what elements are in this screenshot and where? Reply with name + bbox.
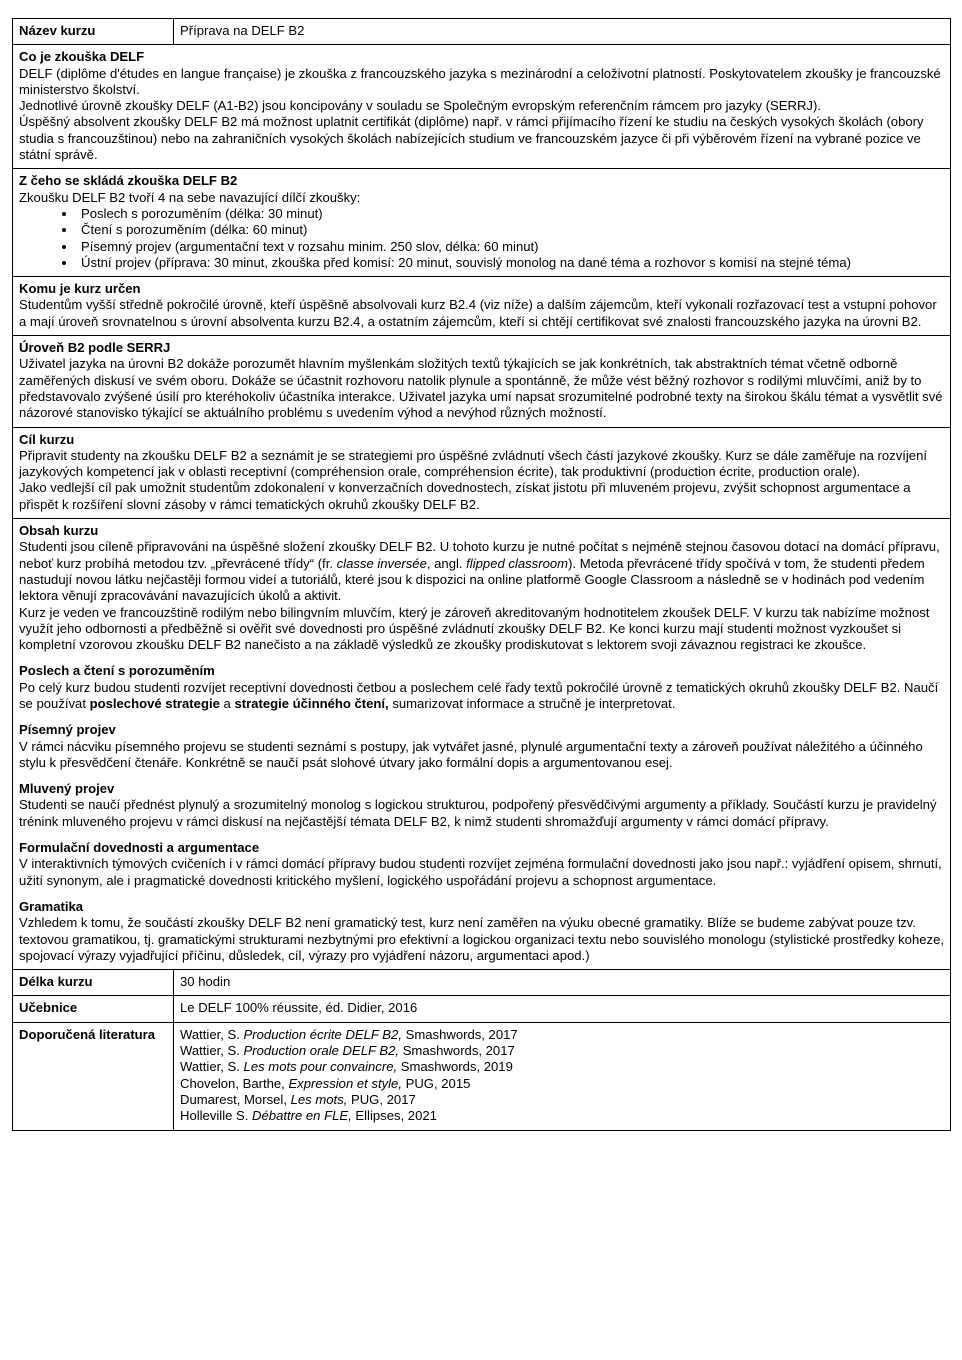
content-p1-text: , angl. [426,555,467,571]
grammar-title: Gramatika [19,898,84,914]
list-item [180,1027,944,1043]
textbook-row [13,996,951,1022]
content-p1-text: Studenti jsou cíleně připravováni na úspěšné složení zkoušky DELF B2. U tohoto kurzu je nutné počítat s nejméně stejnou časovou dotací na domácí přípravu, neboť kurz probíhá metodou tzv. „převrácené třídy“ (fr. [19,539,940,571]
lit-title: Production orale DELF B2, [243,1043,400,1059]
writing-title: Písemný projev [19,722,116,738]
literature-row [13,1022,951,1130]
delf-about-row [13,45,951,169]
list-item: • Čtení s porozuměním (délka: 60 minut) [77,222,944,238]
writing-text: V rámci nácviku písemného projevu se studenti seznámí s postupy, jak vytvářet jasné, plynulé argumentační texty a zároveň používat náležitého a účinného stylu k přesvědčení čtenáře. Konkrétně se naučí psát slohové útvary jako formální dopis a argumentovanou esej. [19,738,923,770]
lit-author: Holleville S. [180,1108,253,1124]
goal-p1: Připravit studenty na zkoušku DELF B2 a seznámit je se strategiemi pro úspěšné zvládnutí všech částí jazykové zkoušky. Kurz se dále zaměřuje na rozvíjení jazykových kompetencí jak v oblasti receptivní (compréhension orale, compréhension écrite), tak produktivní (production écrite, production orale). [19,447,928,480]
duration-value: 30 hodin [174,970,951,996]
delf-about-title: Co je zkouška DELF [19,49,145,65]
goal-title: Cíl kurzu [19,431,75,447]
listening-strategy-bold: poslechové strategie [89,695,220,711]
course-table [12,18,951,1131]
listening-title: Poslech a čtení s porozuměním [19,663,215,679]
listening-text [19,680,944,713]
content-p1-term-en: flipped classroom [466,555,569,571]
reading-strategy-bold: strategie účinného čtení, [234,695,389,711]
lit-title: Production écrite DELF B2, [243,1026,402,1042]
literature-list [174,1022,951,1130]
list-item [180,1108,944,1124]
lit-publisher: Smashwords, 2017 [399,1043,515,1059]
list-item [180,1076,944,1092]
target-group-title: Komu je kurz určen [19,281,141,297]
lit-publisher: Ellipses, 2021 [351,1108,437,1124]
lit-author: Dumarest, Morsel, [180,1091,291,1107]
list-item [180,1092,944,1108]
delf-about-p1: DELF (diplôme d'études en langue française) je zkouška z francouzského jazyka s mezinárodní a celoživotní platností. Poskytovatelem zkoušky je francouzské ministerstvo školství. [19,65,941,97]
literature-label: Doporučená literatura [13,1022,174,1130]
speaking-text: Studenti se naučí přednést plynulý a srozumitelný monolog s logickou strukturou, podpořený přesvědčivými argumenty a příklady. Součástí kurzu je pravidelný trénink mluveného projevu v rámci diskusí na nejčastější témata DELF B2, k nimž studenti shromažďují argumenty v rámci domácí přípravy. [19,797,937,829]
lit-publisher: Smashwords, 2017 [401,1026,518,1042]
course-name-label: Název kurzu [13,19,174,45]
exam-parts-title: Z čeho se skládá zkouška DELF B2 [19,173,238,189]
textbook-value: Le DELF 100% réussite, éd. Didier, 2016 [174,996,951,1022]
textbook-label: Učebnice [13,996,174,1022]
content-row [13,519,951,970]
duration-row [13,970,951,996]
lit-author: Chovelon, Barthe, [180,1075,289,1091]
lit-publisher: PUG, 2017 [347,1091,416,1107]
delf-about-p3: Úspěšný absolvent zkoušky DELF B2 má možnost uplatnit certifikát (diplôme) např. v rámci přijímacího řízení ke studiu na českých vysokých školách (obory studia s francouzštinou) nebo na zahraničních vysokých školách nabízejících studium ve francouzském jazyce či při výběrovém řízení na vybrané pozice ve státní správě. [19,114,924,163]
formulation-title: Formulační dovednosti a argumentace [19,840,260,856]
level-title: Úroveň B2 podle SERRJ [19,340,171,356]
content-p2: Kurz je veden ve francouzštině rodilým nebo bilingvním mluvčím, který je zároveň akreditovaným hodnotitelem zkoušek DELF. V kurzu tak nabízíme možnost využít jeho odbornosti a předběžně si ověřit své dovednosti pro úspěšné zvládnutí zkoušky DELF B2. Ke konci kurzu mají studenti možnost vyzkoušet si kompletní vzorovou zkoušku DELF B2 nanečisto a na základě výsledků ze zkoušky prodiskutovat s lektorem svoji závaznou registraci ke zkoušce. [19,604,930,653]
target-group-text: Studentům vyšší středně pokročilé úrovně, kteří úspěšně absolvovali kurz B2.4 (viz níže) a dalším zájemcům, kteří vykonali rozřazovací test a vstupní pohovor a mají úroveň srovnatelnou s úrovní absolventa kurzu B2.4, a ostatním zájemcům, kteří si chtějí certifikovat své znalosti francouzského jazyka na úrovni B2. [19,297,937,329]
content-p1 [19,539,944,604]
course-name-value: Příprava na DELF B2 [174,19,951,45]
lit-title: Les mots pour convaincre, [243,1059,398,1075]
list-item [180,1059,944,1075]
list-item: • Písemný projev (argumentační text v rozsahu minim. 250 slov, délka: 60 minut) [77,239,944,255]
content-cell [13,519,951,970]
target-group-cell [13,277,951,336]
lit-author: Wattier, S. [180,1026,244,1042]
exam-parts-cell [13,169,951,277]
target-group-row [13,277,951,336]
lit-title: Expression et style, [288,1075,402,1091]
level-row [13,336,951,427]
list-item: • Poslech s porozuměním (délka: 30 minut) [77,206,944,222]
level-text: Uživatel jazyka na úrovni B2 dokáže porozumět hlavním myšlenkám složitých textů týkajících se jak konkrétních, tak abstraktních témat včetně odborně zaměřených diskusí ve svém oboru. Dokáže se účastnit rozhovoru natolik plynule a spontánně, že může vést běžný rozhovor s rodilými mluvčími, aniž by to představovalo zvýšené úsilí pro kteréhokoliv účastníka interakce. Uživatel jazyka umí napsat srozumitelné podrobné texty na širokou škálu témat a vysvětlit své názorové stanovisko týkající se aktuálního problému s uvedením výhod a nevýhod různých možností. [19,356,943,421]
lit-author: Wattier, S. [180,1059,244,1075]
lit-author: Wattier, S. [180,1043,244,1059]
formulation-text: V interaktivních týmových cvičeních i v rámci domácí přípravy budou studenti rozvíjet zejména formulační dovednosti jako jsou např.: vyjádření opisem, shrnutí, užití synonym, ale i pragmatické dovednosti kritického myšlení, logického uspořádání projevu a schopnost argumentace. [19,856,942,888]
goal-cell [13,427,951,518]
list-item: • Ústní projev (příprava: 30 minut, zkouška před komisí: 20 minut, souvislý monolog na dané téma a rozhovor s komisí na stejné téma) [77,255,944,271]
duration-label: Délka kurzu [13,970,174,996]
lit-title: Les mots, [290,1091,348,1107]
list-item [180,1043,944,1059]
exam-parts-list [19,206,944,271]
listening-text-part: a [219,695,235,711]
delf-about-p2: Jednotlivé úrovně zkoušky DELF (A1-B2) jsou koncipovány v souladu se Společným evropským referenčním rámcem pro jazyky (SERRJ). [19,98,821,114]
exam-parts-row [13,169,951,277]
listening-text-part: sumarizovat informace a stručně je interpretovat. [388,695,676,711]
lit-publisher: Smashwords, 2019 [397,1059,513,1075]
goal-row [13,427,951,518]
lit-publisher: PUG, 2015 [401,1075,471,1091]
delf-about-cell [13,45,951,169]
content-title: Obsah kurzu [19,523,99,539]
speaking-title: Mluvený projev [19,781,115,797]
exam-parts-intro: Zkoušku DELF B2 tvoří 4 na sebe navazující dílčí zkoušky: [19,189,361,205]
grammar-text: Vzhledem k tomu, že součástí zkoušky DELF B2 není gramatický test, kurz není zaměřen na výuku obecné gramatiky. Blíže se budeme zabývat pouze tzv. textovou gramatikou, tj. gramatickými strukturami nezbytnými pro efektivní a logickou organizaci textu nebo souvislého monologu (stylistické prostředky koheze, spojovací výrazy vyjadřující příčinu, důsledek, cíl, výrazy pro vyjádření názoru, argumentaci apod.) [19,915,944,963]
content-p1-text: ). Metoda převrácené třídy spočívá v tom, že studenti předem nastudují novou látku nejčastěji formou videí a tutoriálů, které jsou k dispozici na online platformě Google Classroom a následně se v hodinách pod vedením lektora věnují zpracovávání navazujících úkolů a aktivit. [19,555,925,604]
listening-text-part: Po celý kurz budou studenti rozvíjet receptivní dovednosti četbou a poslechem celé řady textů pokročilé úrovně z tematických okruhů zkoušky DELF B2. Naučí se používat [19,679,939,711]
goal-p2: Jako vedlejší cíl pak umožnit studentům zdokonalení v konverzačních dovednostech, získat jistotu při mluveném projevu, zvýšit schopnost argumentace a přispět k rozšíření slovní zásoby v rámci tematických okruhů zkoušky DELF B2. [19,480,911,512]
course-name-row [13,19,951,45]
lit-title: Débattre en FLE, [252,1108,352,1124]
content-p1-term-fr: classe inversée [336,555,427,571]
level-cell [13,336,951,427]
